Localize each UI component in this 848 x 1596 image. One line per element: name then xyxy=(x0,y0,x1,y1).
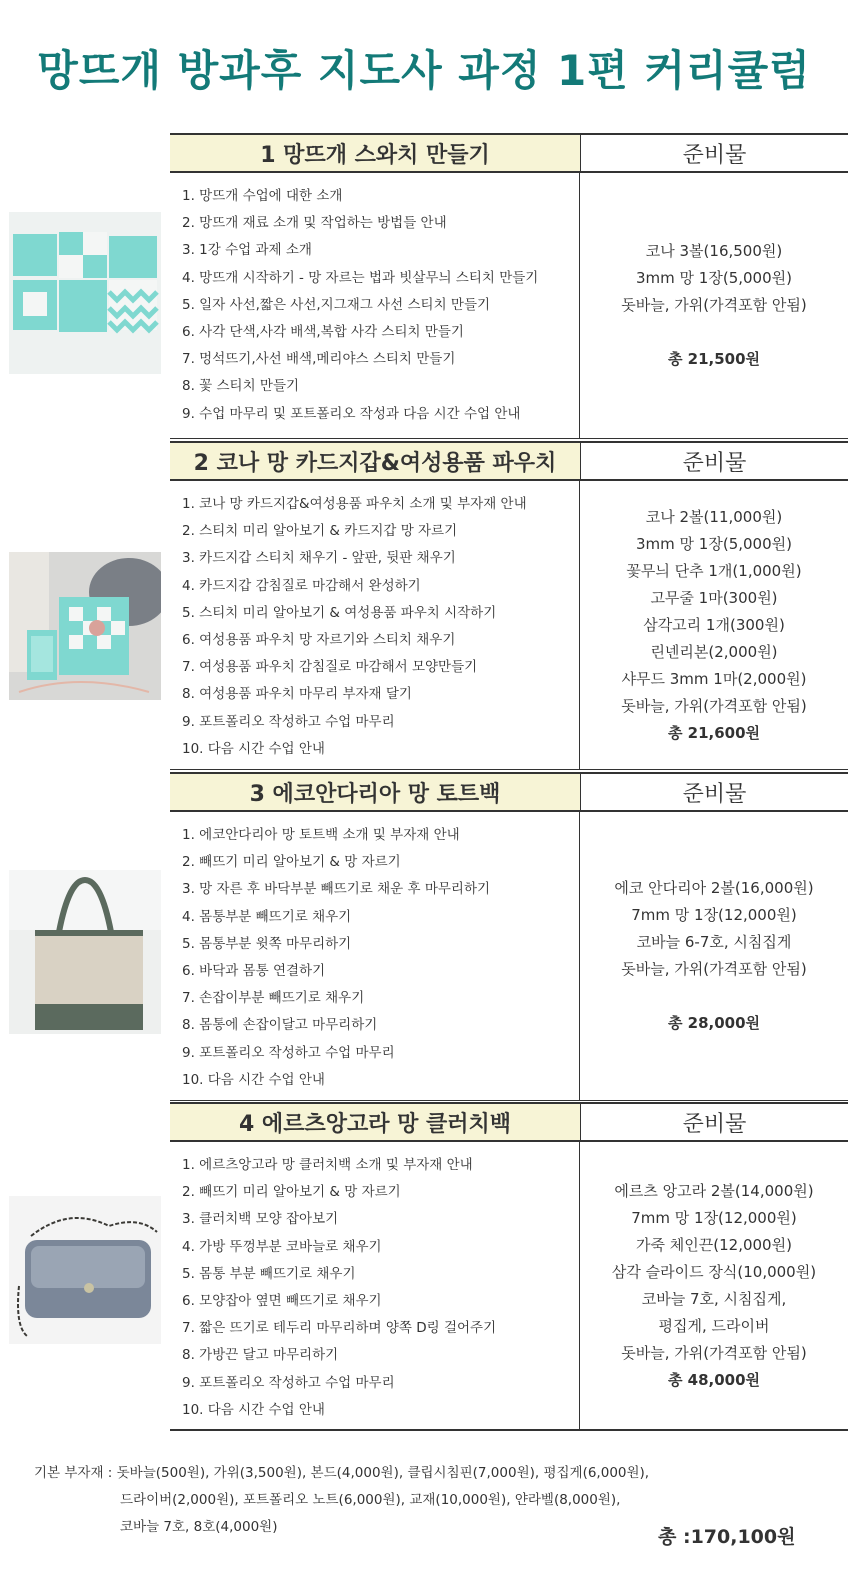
step-item: 9. 포트폴리오 작성하고 수업 마무리 xyxy=(182,1044,395,1061)
step-item: 5. 스티치 미리 알아보기 & 여성용품 파우치 시작하기 xyxy=(182,604,497,621)
step-list xyxy=(170,173,580,438)
material-item: 샤무드 3mm 1마(2,000원) xyxy=(621,669,807,688)
step-item: 6. 바닥과 몸통 연결하기 xyxy=(182,963,326,980)
section-total: 총 28,000원 xyxy=(667,1014,761,1032)
step-item: 4. 가방 뚜껑부분 코바늘로 채우기 xyxy=(182,1238,382,1255)
step-item: 9. 포트폴리오 작성하고 수업 마무리 xyxy=(182,1374,395,1391)
curriculum-section-1 xyxy=(170,133,848,439)
step-item: 9. 포트폴리오 작성하고 수업 마무리 xyxy=(182,713,395,730)
material-item: 꽃무늬 단추 1개(1,000원) xyxy=(626,561,802,580)
section-total: 총 21,500원 xyxy=(667,350,761,368)
step-item: 4. 카드지갑 감침질로 마감해서 완성하기 xyxy=(182,577,421,594)
section-title: 2 코나 망 카드지갑&여성용품 파우치 xyxy=(170,443,581,479)
swatch-photo xyxy=(9,212,161,374)
step-item: 4. 망뜨개 시작하기 - 망 자르는 법과 빗살무늬 스티치 만들기 xyxy=(182,269,539,286)
material-item: 3mm 망 1장(5,000원) xyxy=(636,534,792,553)
step-item: 6. 모양잡아 옆면 빼뜨기로 채우기 xyxy=(182,1293,382,1310)
material-item: 돗바늘, 가위(가격포함 안됨) xyxy=(621,960,807,978)
clutch-bag-photo xyxy=(9,1196,161,1344)
clutch-bag-image xyxy=(9,1196,161,1344)
materials-header: 준비물 xyxy=(682,142,747,168)
step-item: 1. 코나 망 카드지갑&여성용품 파우치 소개 및 부자재 안내 xyxy=(182,496,527,512)
step-list xyxy=(170,812,580,1100)
material-item: 삼각 슬라이드 장식(10,000원) xyxy=(611,1262,817,1281)
material-item: 돗바늘, 가위(가격포함 안됨) xyxy=(621,296,807,314)
card-wallet-photo xyxy=(9,552,161,700)
base-materials-line: 드라이버(2,000원), 포트폴리오 노트(6,000원), 교재(10,000원), 얀라벨(8,000원), xyxy=(120,1492,621,1508)
step-item: 10. 다음 시간 수업 안내 xyxy=(182,1071,325,1088)
step-item: 2. 스티치 미리 알아보기 & 카드지갑 망 자르기 xyxy=(182,523,458,540)
step-item: 5. 몸통 부분 빼뜨기로 채우기 xyxy=(182,1265,356,1282)
step-item: 1. 망뜨개 수업에 대한 소개 xyxy=(182,188,343,204)
step-list xyxy=(170,481,580,769)
section-body xyxy=(170,173,848,439)
section-body xyxy=(170,1142,848,1431)
base-materials-line: 기본 부자재 : 돗바늘(500원), 가위(3,500원), 본드(4,000원), 클립시침핀(7,000원), 평집게(6,000원), xyxy=(34,1465,650,1481)
page-title: 망뜨개 방과후 지도사 과정 1편 커리큘럼 xyxy=(37,46,811,95)
step-item: 8. 여성용품 파우치 마무리 부자재 달기 xyxy=(182,686,412,703)
section-header xyxy=(170,133,848,173)
material-item: 3mm 망 1장(5,000원) xyxy=(636,269,792,287)
material-item: 돗바늘, 가위(가격포함 안됨) xyxy=(621,1343,807,1362)
section-header xyxy=(170,441,848,481)
step-item: 8. 가방끈 달고 마무리하기 xyxy=(182,1347,339,1364)
base-materials-note xyxy=(34,1460,649,1541)
materials-list xyxy=(580,173,848,438)
material-item: 평집게, 드라이버 xyxy=(658,1316,770,1335)
tote-bag-image xyxy=(9,870,161,1034)
section-body xyxy=(170,812,848,1101)
step-item: 2. 빼뜨기 미리 알아보기 & 망 자르기 xyxy=(182,854,401,871)
material-item: 린넨리본(2,000원) xyxy=(650,642,778,661)
material-item: 고무줄 1마(300원) xyxy=(650,588,778,607)
materials-list xyxy=(580,812,848,1100)
step-item: 6. 여성용품 파우치 망 자르기와 스티치 채우기 xyxy=(182,632,456,649)
material-item: 코바늘 6-7호, 시침집게 xyxy=(636,933,792,951)
step-item: 8. 몸통에 손잡이달고 마무리하기 xyxy=(182,1017,378,1034)
section-title: 1 망뜨개 스와치 만들기 xyxy=(170,135,581,171)
step-item: 9. 수업 마무리 및 포트폴리오 작성과 다음 시간 수업 안내 xyxy=(182,405,521,422)
step-item: 5. 일자 사선,짧은 사선,지그재그 사선 스티치 만들기 xyxy=(182,296,491,313)
section-header xyxy=(170,1102,848,1142)
grand-total: 총 :170,100원 xyxy=(658,1526,796,1548)
step-item: 7. 멍석뜨기,사선 배색,메리야스 스티치 만들기 xyxy=(182,351,456,368)
tote-bag-photo xyxy=(9,870,161,1034)
section-total: 총 48,000원 xyxy=(667,1370,761,1389)
step-item: 10. 다음 시간 수업 안내 xyxy=(182,740,325,757)
step-item: 10. 다음 시간 수업 안내 xyxy=(182,1401,325,1418)
swatch-image xyxy=(9,212,161,374)
step-item: 3. 1강 수업 과제 소개 xyxy=(182,242,312,259)
step-item: 7. 손잡이부분 빼뜨기로 채우기 xyxy=(182,990,365,1007)
material-item: 코나 2볼(11,000원) xyxy=(645,507,783,526)
step-item: 3. 카드지갑 스티치 채우기 - 앞판, 뒷판 채우기 xyxy=(182,550,456,567)
material-item: 에르츠 앙고라 2볼(14,000원) xyxy=(614,1181,814,1200)
material-item: 7mm 망 1장(12,000원) xyxy=(631,906,797,924)
step-item: 1. 에코안다리아 망 토트백 소개 및 부자재 안내 xyxy=(182,827,460,843)
section-total: 총 21,600원 xyxy=(667,723,761,742)
step-item: 6. 사각 단색,사각 배색,복합 사각 스티치 만들기 xyxy=(182,324,464,341)
step-item: 2. 망뜨개 재료 소개 및 작업하는 방법들 안내 xyxy=(182,215,447,232)
materials-header: 준비물 xyxy=(682,781,747,807)
base-materials-line: 코바늘 7호, 8호(4,000원) xyxy=(120,1519,278,1535)
material-item: 7mm 망 1장(12,000원) xyxy=(631,1208,797,1227)
material-item: 코나 3볼(16,500원) xyxy=(645,242,783,260)
material-item: 돗바늘, 가위(가격포함 안됨) xyxy=(621,696,807,715)
curriculum-section-2 xyxy=(170,441,848,770)
section-title: 3 에코안다리아 망 토트백 xyxy=(170,774,581,810)
materials-list xyxy=(580,481,848,769)
step-item: 3. 망 자른 후 바닥부분 빼뜨기로 채운 후 마무리하기 xyxy=(182,881,491,898)
step-item: 1. 에르츠앙고라 망 클러치백 소개 및 부자재 안내 xyxy=(182,1157,473,1173)
curriculum-section-3 xyxy=(170,772,848,1101)
materials-list xyxy=(580,1142,848,1429)
section-title: 4 에르츠앙고라 망 클러치백 xyxy=(170,1104,581,1140)
material-item: 삼각고리 1개(300원) xyxy=(643,615,785,634)
step-item: 7. 여성용품 파우치 감침질로 마감해서 모양만들기 xyxy=(182,659,478,676)
material-item: 가죽 체인끈(12,000원) xyxy=(636,1235,792,1254)
step-item: 4. 몸통부분 빼뜨기로 채우기 xyxy=(182,908,352,925)
step-list xyxy=(170,1142,580,1429)
step-item: 3. 클러치백 모양 잡아보기 xyxy=(182,1211,339,1228)
step-item: 7. 짧은 뜨기로 테두리 마무리하며 양쪽 D링 걸어주기 xyxy=(182,1320,497,1337)
material-item: 코바늘 7호, 시침집게, xyxy=(641,1289,787,1308)
step-item: 5. 몸통부분 윗쪽 마무리하기 xyxy=(182,935,352,952)
section-body xyxy=(170,481,848,770)
materials-header: 준비물 xyxy=(682,450,747,476)
curriculum-section-4 xyxy=(170,1102,848,1431)
materials-header: 준비물 xyxy=(682,1111,747,1137)
section-header xyxy=(170,772,848,812)
step-item: 2. 빼뜨기 미리 알아보기 & 망 자르기 xyxy=(182,1184,401,1201)
material-item: 에코 안다리아 2볼(16,000원) xyxy=(614,879,814,897)
card-wallet-image xyxy=(9,552,161,700)
step-item: 8. 꽃 스티치 만들기 xyxy=(182,378,300,395)
